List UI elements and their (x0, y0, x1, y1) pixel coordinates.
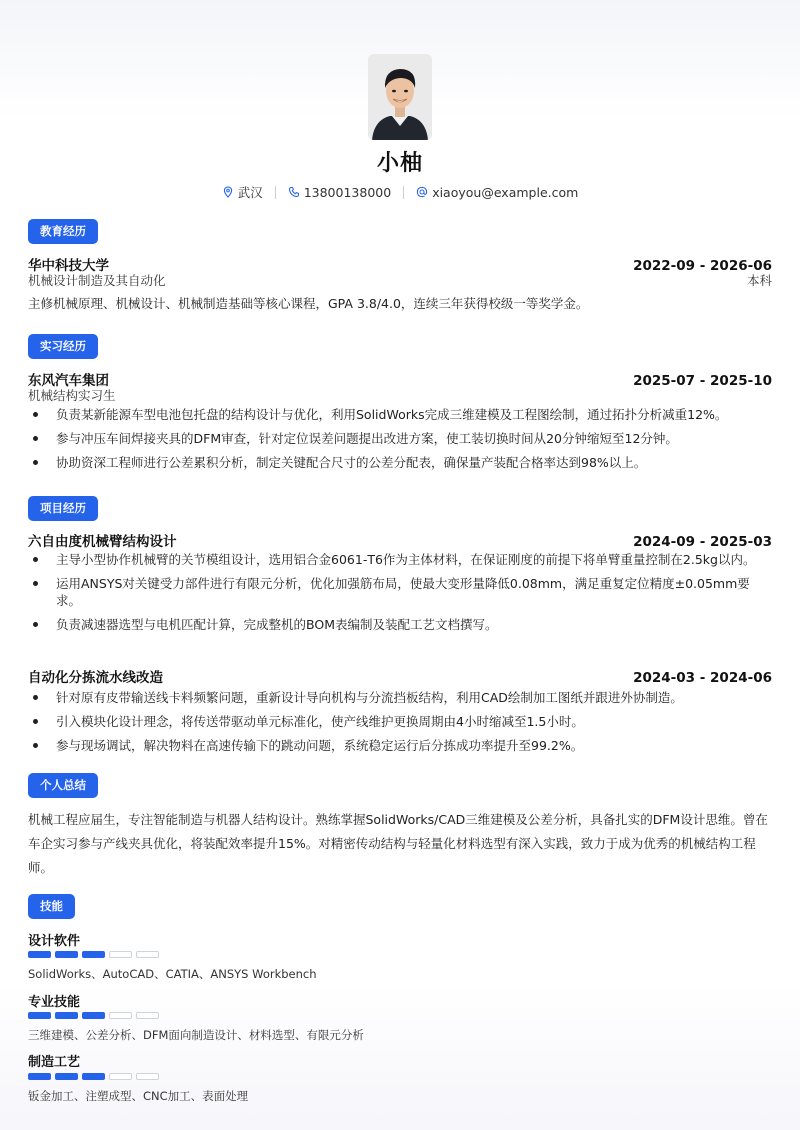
skill-level-empty (109, 1073, 132, 1080)
skill-level-filled (55, 1012, 78, 1019)
skill-level-bar (28, 1012, 159, 1019)
skill-name: 设计软件 (28, 934, 81, 949)
skill-detail: 三维建模、公差分析、DFM面向制造设计、材料选型、有限元分析 (28, 1028, 364, 1042)
skill-detail: SolidWorks、AutoCAD、CATIA、ANSYS Workbench (28, 967, 317, 981)
skill-level-filled (28, 1073, 51, 1080)
phone-text: 13800138000 (303, 184, 392, 200)
contact-info (0, 183, 800, 201)
education-description: 主修机械原理、机械设计、机械制造基础等核心课程，GPA 3.8/4.0，连续三年获得校级一等奖学金。 (28, 296, 589, 311)
section-title-skills: 技能 (28, 894, 75, 919)
list-item: 运用ANSYS对关键受力部件进行有限元分析，优化加强筋布局，使最大变形量降低0.08mm，满足重复定位精度±0.05mm要求。 (28, 575, 772, 609)
skill-level-filled (28, 951, 51, 958)
at-sign-icon (416, 186, 428, 198)
skill-name: 制造工艺 (28, 1055, 81, 1070)
list-item: 参与冲压车间焊接夹具的DFM审查，针对定位误差问题提出改进方案，使工装切换时间从20分钟缩短至12分钟。 (28, 430, 772, 447)
skill-level-empty (109, 951, 132, 958)
section-title-internship: 实习经历 (28, 334, 98, 359)
phone-icon (288, 186, 300, 198)
location-pin-icon (222, 186, 234, 198)
list-item: 针对原有皮带输送线卡料频繁问题，重新设计导向机构与分流挡板结构，利用CAD绘制加工图纸并跟进外协制造。 (28, 689, 772, 706)
section-title-projects: 项目经历 (28, 496, 98, 521)
list-item: 引入模块化设计理念，将传送带驱动单元标准化，使产线维护更换周期由4小时缩减至1.5小时。 (28, 713, 772, 730)
project-name: 自动化分拣流水线改造 (28, 670, 163, 686)
project-bullets (28, 689, 772, 761)
location-text: 武汉 (237, 185, 263, 200)
divider (403, 186, 404, 199)
contact-location (222, 183, 263, 201)
internship-bullets (28, 406, 772, 478)
internship-role-row (28, 386, 772, 404)
education-period: 2022-09 - 2026-06 (633, 258, 772, 274)
degree: 本科 (746, 273, 772, 288)
list-item: 负责某新能源车型电池包托盘的结构设计与优化，利用SolidWorks完成三维建模及工程图绘制，通过拓扑分析减重12%。 (28, 406, 772, 423)
email-text: xiaoyou@example.com (432, 184, 579, 200)
skill-level-bar (28, 1073, 159, 1080)
avatar-photo (368, 54, 432, 140)
company-name: 东风汽车集团 (28, 373, 109, 389)
project-header (28, 530, 772, 550)
education-subheader (28, 271, 772, 289)
school-name: 华中科技大学 (28, 258, 109, 274)
candidate-name: 小柚 (376, 151, 423, 176)
skill-level-filled (82, 1073, 105, 1080)
project-bullets (28, 551, 772, 640)
skill-level-empty (136, 951, 159, 958)
skill-level-filled (28, 1012, 51, 1019)
section-title-summary: 个人总结 (28, 773, 98, 798)
skill-level-empty (136, 1073, 159, 1080)
project-name: 六自由度机械臂结构设计 (28, 534, 177, 550)
avatar (368, 54, 432, 140)
internship-role: 机械结构实习生 (28, 388, 116, 403)
list-item: 负责减速器选型与电机匹配计算，完成整机的BOM表编制及装配工艺文档撰写。 (28, 616, 772, 633)
list-item: 协助资深工程师进行公差累积分析，制定关键配合尺寸的公差分配表，确保量产装配合格率达到98%以上。 (28, 454, 772, 471)
list-item: 参与现场调试，解决物料在高速传输下的跳动问题，系统稳定运行后分拣成功率提升至99.2%。 (28, 737, 772, 754)
skill-level-filled (55, 951, 78, 958)
list-item: 主导小型协作机械臂的关节模组设计，选用铝合金6061-T6作为主体材料，在保证刚度的前提下将单臂重量控制在2.5kg以内。 (28, 551, 772, 568)
skill-level-filled (82, 951, 105, 958)
skill-level-empty (109, 1012, 132, 1019)
skill-name: 专业技能 (28, 995, 81, 1010)
contact-phone (288, 185, 391, 200)
skill-level-filled (82, 1012, 105, 1019)
contact-email (416, 185, 578, 200)
skill-level-bar (28, 951, 159, 958)
summary-text: 机械工程应届生，专注智能制造与机器人结构设计。熟练掌握SolidWorks/CAD三维建模及公差分析，具备扎实的DFM设计思维。曾在车企实习参与产线夹具优化，将装配效率提升15%。对精密传动结构与轻量化材料选型有深入实践，致力于成为优秀的机械结构工程师。 (28, 812, 768, 875)
project-header (28, 666, 772, 686)
section-title-education: 教育经历 (28, 219, 98, 244)
skill-level-filled (55, 1073, 78, 1080)
skill-level-empty (136, 1012, 159, 1019)
project-period: 2024-09 - 2025-03 (633, 534, 772, 550)
project-period: 2024-03 - 2024-06 (633, 670, 772, 686)
internship-period: 2025-07 - 2025-10 (633, 373, 772, 389)
skill-detail: 钣金加工、注塑成型、CNC加工、表面处理 (28, 1089, 249, 1103)
divider (275, 186, 276, 199)
major: 机械设计制造及其自动化 (28, 273, 166, 288)
